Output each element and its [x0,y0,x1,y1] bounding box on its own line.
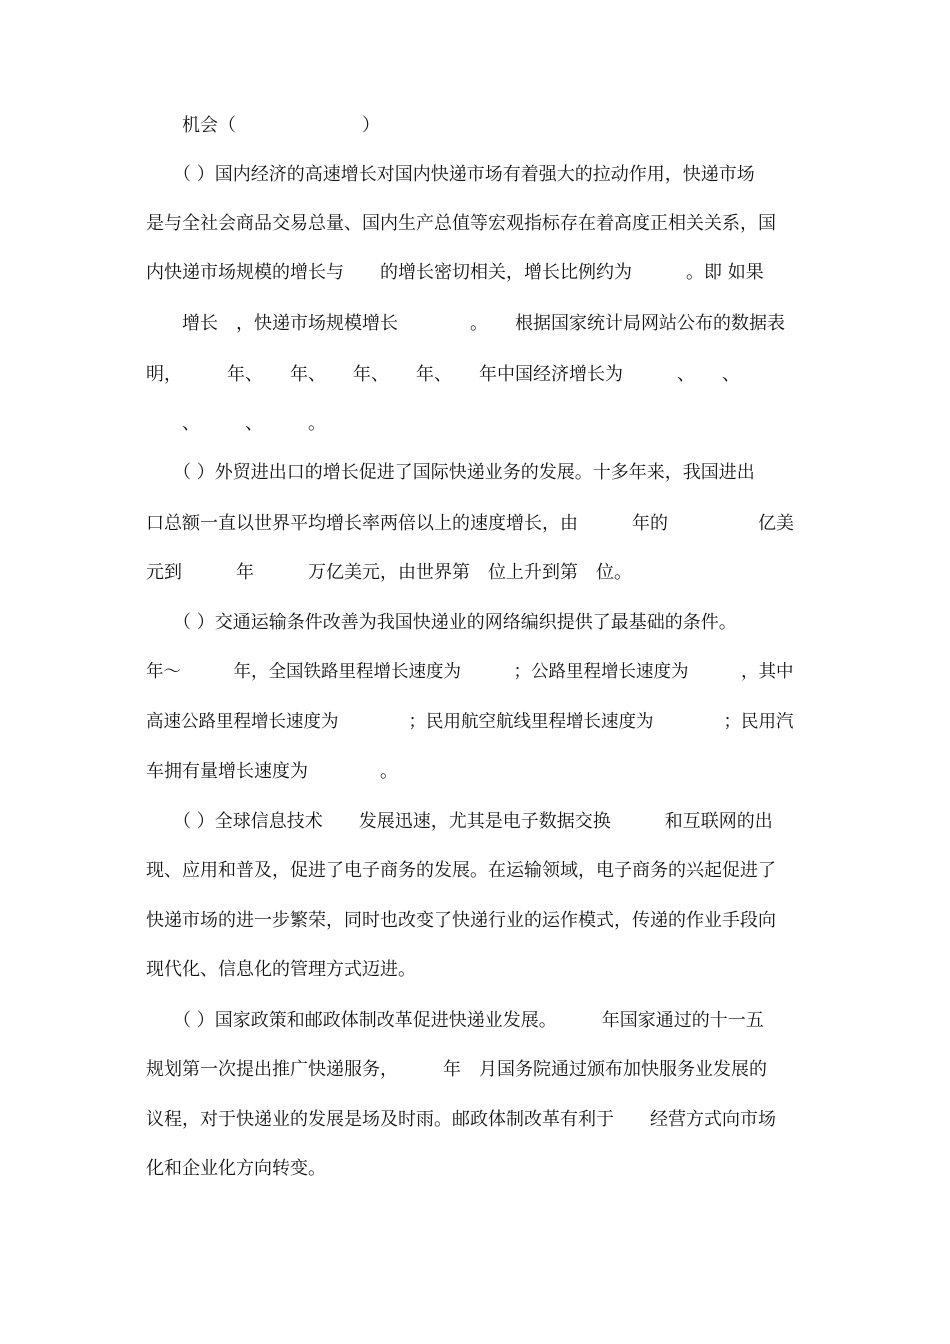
p4-line-1: （ ）全球信息技术 发展迅速，尤其是电子数据交换 和互联网的出 [146,811,773,832]
p1-line-6: 、 、 。 [146,413,326,434]
p3-line-1: （ ）交通运输条件改善为我国快递业的网络编织提供了最基础的条件。 [146,612,737,633]
p5-line-4: 化和企业化方向转变。 [146,1158,326,1179]
p4-line-4: 现代化、信息化的管理方式迈进。 [146,959,416,980]
p5-line-1: （ ）国家政策和邮政体制改革促进快递业发展。 年国家通过的十一五 [146,1010,764,1031]
p3-line-4: 车拥有量增长速度为 。 [146,761,398,782]
p4-line-3: 快递市场的进一步繁荣，同时也改变了快递行业的运作模式，传递的作业手段向 [146,910,776,931]
p3-line-2: 年～ 年，全国铁路里程增长速度为 ；公路里程增长速度为 ，其中 [146,662,794,682]
p2-line-3: 元到 年 万亿美元，由世界第 位上升到第 位。 [146,562,632,583]
p1-line-3: 内快递市场规模的增长与 的增长密切相关，增长比例约为 。即 如果 [146,262,764,283]
p4-line-2: 现、应用和普及，促进了电子商务的发展。在运输领域，电子商务的兴起促进了 [146,860,776,881]
p5-line-3: 议程，对于快递业的发展是场及时雨。邮政体制改革有利于 经营方式向市场 [146,1109,776,1130]
p1-line-2: 是与全社会商品交易总量、国内生产总值等宏观指标存在着高度正相关关系，国 [146,213,776,234]
p5-line-2: 规划第一次提出推广快递服务， 年 月国务院通过颁布加快服务业发展的 [146,1059,767,1080]
p1-line-5: 明， 年、 年、 年、 年、 年中国经济增长为 、 、 [146,364,740,385]
p2-line-2: 口总额一直以世界平均增长率两倍以上的速度增长，由 年的 亿美 [146,513,794,534]
p1-line-4: 增长 ，快递市场规模增长 。 根据国家统计局网站公布的数据表 [146,313,785,334]
p1-line-1: （ ）国内经济的高速增长对国内快递市场有着强大的拉动作用，快递市场 [146,164,755,185]
p2-line-1: （ ）外贸进出口的增长促进了国际快递业务的发展。十多年来，我国进出 [146,462,755,483]
p3-line-3: 高速公路里程增长速度为 ；民用航空航线里程增长速度为 ；民用汽 [146,712,794,732]
heading-line: 机会（ ） [146,115,380,136]
